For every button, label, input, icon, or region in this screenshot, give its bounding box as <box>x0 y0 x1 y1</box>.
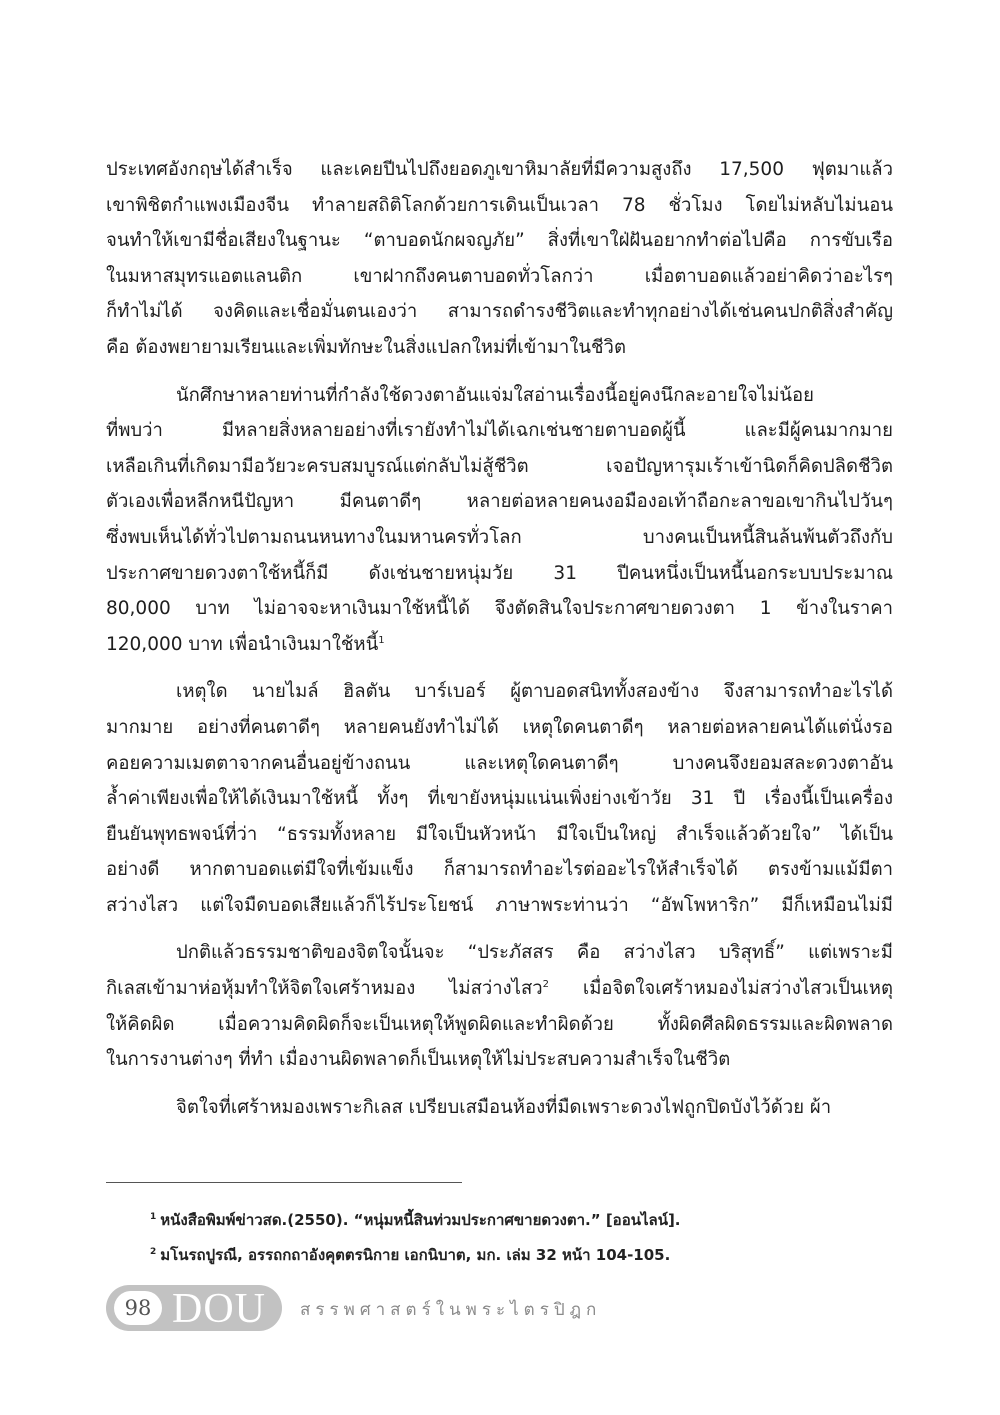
text-line: ปกติแล้วธรรมชาติของจิตใจนั้นจะ “ประภัสสร คือ สว่างไสว บริสุทธิ์” แต่เพราะมี <box>176 942 893 964</box>
text-line <box>106 627 893 663</box>
text-segment: เมื่อจิตใจเศร้าหมองไม่สว่างไสวเป็นเหตุ <box>549 978 893 1000</box>
text-line: ยืนยันพุทธพจน์ที่ว่า “ธรรมทั้งหลาย มีใจเป็นหัวหน้า มีใจเป็นใหญ่ สำเร็จแล้วด้วยใจ” ได้เป็น <box>106 823 893 845</box>
footnote <box>150 1208 681 1232</box>
text-line: ประกาศขายดวงตาใช้หนี้ก็มี ดังเช่นชายหนุ่มวัย 31 ปีคนหนึ่งเป็นหนี้นอกระบบประมาณ <box>106 562 893 584</box>
text-segment: กิเลสเข้ามาห่อหุ้มทำให้จิตใจเศร้าหมอง ไม่สว่างไสว <box>106 978 543 1000</box>
text-line: สว่างไสว แต่ใจมืดบอดเสียแล้วก็ไร้ประโยชน์ ภาษาพระท่านว่า “อัพโพหาริก” มีก็เหมือนไม่มี <box>106 894 893 916</box>
text-line: เขาพิชิตกำแพงเมืองจีน ทำลายสถิติโลกด้วยการเดินเป็นเวลา 78 ชั่วโมง โดยไม่หลับไม่นอน <box>106 194 893 216</box>
footnote-text: หนังสือพิมพ์ข่าวสด.(2550). “หนุ่มหนี้สินท่วมประกาศขายดวงตา.” [ออนไลน์]. <box>160 1211 681 1229</box>
footnote-number: 1 <box>150 1212 157 1222</box>
footnote <box>150 1243 670 1267</box>
text-line: จนทำให้เขามีชื่อเสียงในฐานะ “ตาบอดนักผจญภัย” สิ่งที่เขาใฝ่ฝันอยากทำต่อไปคือ การขับเรือ <box>106 230 893 252</box>
text-line: ให้คิดผิด เมื่อความคิดผิดก็จะเป็นเหตุให้พูดผิดและทำผิดด้วย ทั้งผิดศีลผิดธรรมและผิดพลาด <box>106 1013 893 1035</box>
text-line: 80,000 บาท ไม่อาจจะหาเงินมาใช้หนี้ได้ จึงตัดสินใจประกาศขายดวงตา 1 ข้างในราคา <box>106 598 893 620</box>
text-line: ก็ทำไม่ได้ จงคิดและเชื่อมั่นตนเองว่า สามารถดำรงชีวิตและทำทุกอย่างได้เช่นคนปกติสิ่งสำคัญ <box>106 301 893 323</box>
text-line <box>106 971 893 1007</box>
text-line: ตัวเองเพื่อหลีกหนีปัญหา มีคนตาดีๆ หลายต่อหลายคนงอมืองอเท้าถือกะลาขอเขากินไปวันๆ <box>106 491 893 513</box>
footnote-ref[interactable]: 2 <box>542 979 550 991</box>
text-line: มากมาย อย่างที่คนตาดีๆ หลายคนยังทำไม่ได้ เหตุใดคนตาดีๆ หลายต่อหลายคนได้แต่นั่งรอ <box>106 716 893 738</box>
page-footer <box>106 1285 286 1333</box>
footnote-number: 2 <box>150 1247 157 1257</box>
footnote-text: มโนรถปูรณี, อรรถกถาอังคุตตรนิกาย เอกนิบาต, มก. เล่ม 32 หน้า 104-105. <box>160 1246 671 1264</box>
footnote-ref[interactable]: 1 <box>378 634 385 646</box>
text-segment: 120,000 บาท เพื่อนำเงินมาใช้หนี้ <box>106 633 379 655</box>
text-line: เหลือเกินที่เกิดมามีอวัยวะครบสมบูรณ์แต่กลับไม่สู้ชีวิต เจอปัญหารุมเร้าเข้านิดก็คิดปลิดชีวิต <box>106 455 893 477</box>
text-line: จิตใจที่เศร้าหมองเพราะกิเลส เปรียบเสมือนห้องที่มืดเพราะดวงไฟถูกปิดบังไว้ด้วย ผ้า <box>176 1096 832 1118</box>
text-line: ในการงานต่างๆ ที่ทำ เมื่องานผิดพลาดก็เป็นเหตุให้ไม่ประสบความสำเร็จในชีวิต <box>106 1049 731 1071</box>
page-number: 98 <box>114 1291 162 1325</box>
text-line: ในมหาสมุทรแอตแลนติก เขาฝากถึงคนตาบอดทั่วโลกว่า เมื่อตาบอดแล้วอย่าคิดว่าอะไรๆ <box>106 265 893 287</box>
text-line: คือ ต้องพยายามเรียนและเพิ่มทักษะในสิ่งแปลกใหม่ที่เข้ามาในชีวิต <box>106 336 626 358</box>
text-line: อย่างดี หากตาบอดแต่มีใจที่เข้มแข็ง ก็สามารถทำอะไรต่ออะไรให้สำเร็จได้ ตรงข้ามแม้มีตา <box>106 859 893 881</box>
text-line: ประเทศอังกฤษได้สำเร็จ และเคยปีนไปถึงยอดภูเขาหิมาลัยที่มีความสูงถึง 17,500 ฟุตมาแล้ว <box>106 159 893 180</box>
text-line: คอยความเมตตาจากคนอื่นอยู่ข้างถนน และเหตุใดคนตาดีๆ บางคนจึงยอมสละดวงตาอัน <box>106 752 893 774</box>
text-line: ล้ำค่าเพียงเพื่อให้ได้เงินมาใช้หนี้ ทั้งๆ ที่เขายังหนุ่มแน่นเพิ่งย่างเข้าวัย 31 ปี เรื่องนี้เป็นเครื่อง <box>106 788 893 810</box>
text-line: เหตุใด นายไมล์ ฮิลตัน บาร์เบอร์ ผู้ตาบอดสนิททั้งสองข้าง จึงสามารถทำอะไรได้ <box>176 681 893 703</box>
text-line: นักศึกษาหลายท่านที่กำลังใช้ดวงตาอันแจ่มใสอ่านเรื่องนี้อยู่คงนึกละอายใจไม่น้อย <box>176 384 814 406</box>
body-text <box>106 152 893 1125</box>
text-line: ที่พบว่า มีหลายสิ่งหลายอย่างที่เรายังทำไม่ได้เฉกเช่นชายตาบอดผู้นี้ และมีผู้คนมากมาย <box>106 420 893 442</box>
footnote-divider <box>106 1182 462 1183</box>
series-title: สรรพศาสตร์ในพระไตรปิฎก <box>300 1300 602 1320</box>
dou-logo: DOU <box>172 1286 266 1332</box>
text-line: ซึ่งพบเห็นได้ทั่วไปตามถนนหนทางในมหานครทั่วโลก บางคนเป็นหนี้สินล้นพ้นตัวถึงกับ <box>106 526 893 548</box>
